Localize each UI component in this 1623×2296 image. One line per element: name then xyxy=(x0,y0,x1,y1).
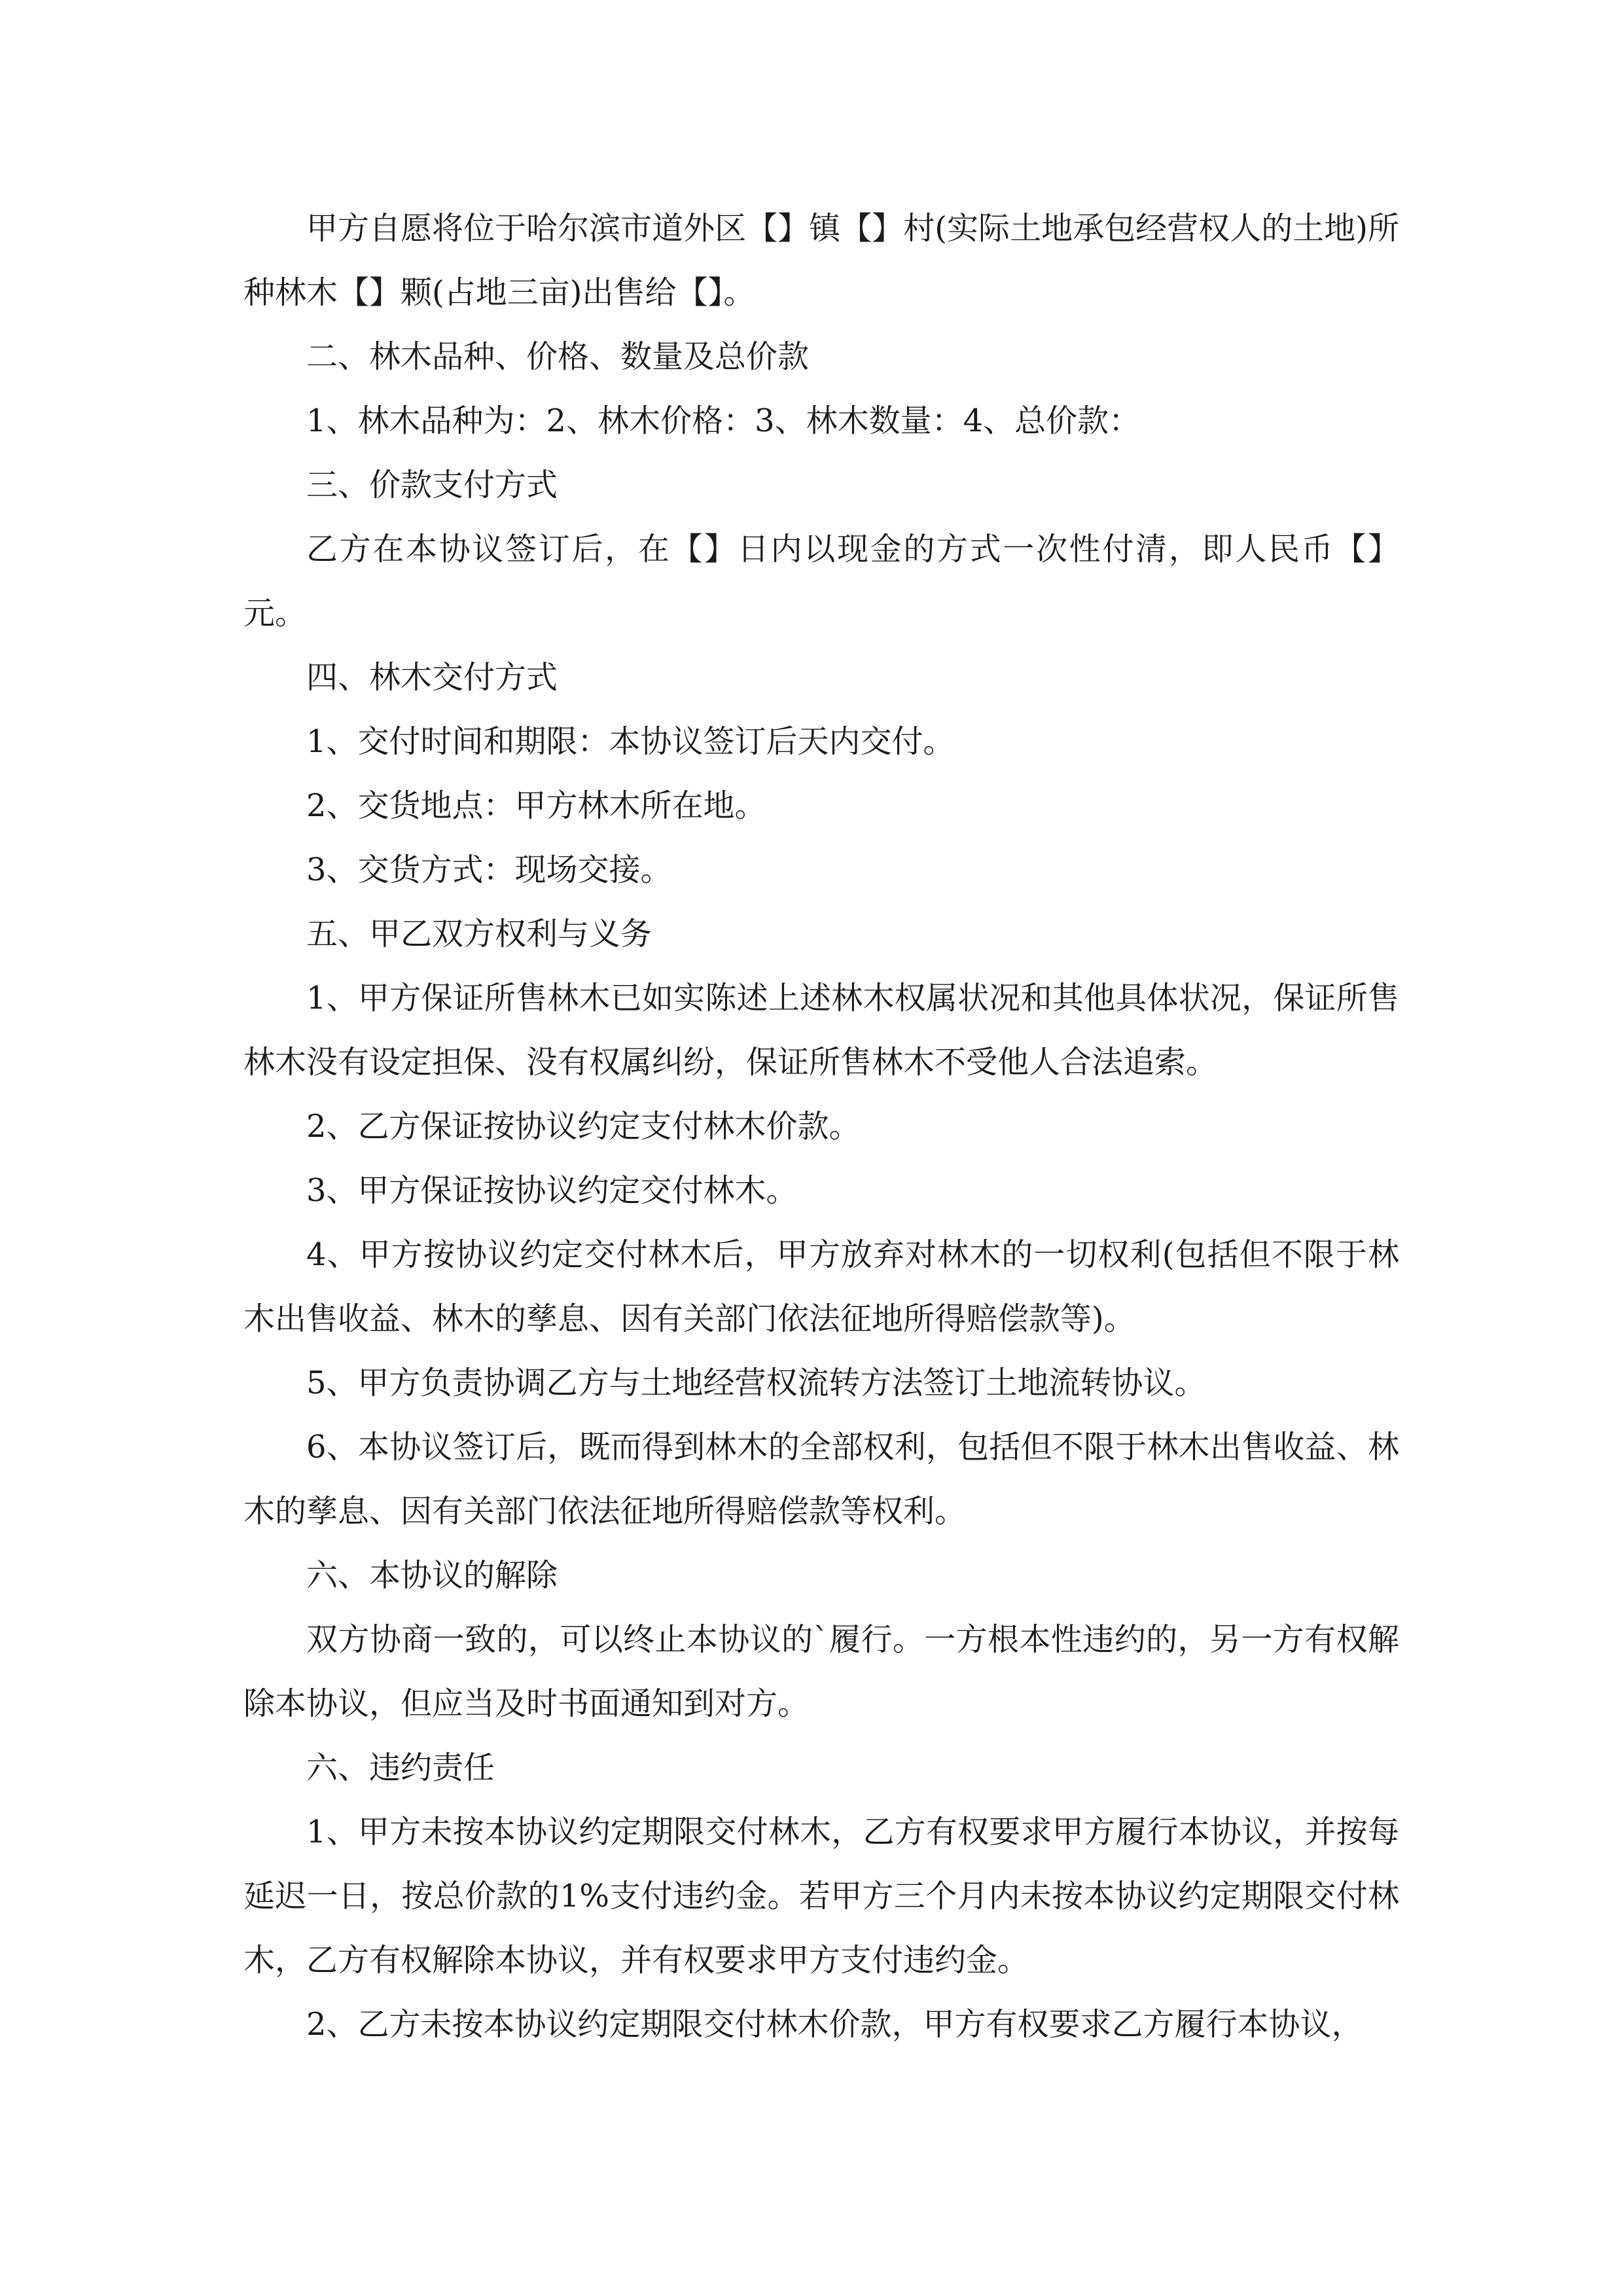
paragraph-item: 6、本协议签订后，既而得到林木的全部权利，包括但不限于林木出售收益、林木的孳息、因有关部门依法征地所得赔偿款等权利。 xyxy=(243,1429,1399,1530)
paragraph-intro: 甲方自愿将位于哈尔滨市道外区【】镇【】村(实际土地承包经营权人的土地)所种林木【】颗(占地三亩)出售给【】。 xyxy=(243,210,1399,311)
section-heading-3: 三、价款支付方式 xyxy=(306,467,558,503)
paragraph-item: 1、林木品种为：2、林木价格：3、林木数量：4、总价款： xyxy=(306,403,1141,439)
paragraph-item: 2、乙方未按本协议约定期限交付林木价款，甲方有权要求乙方履行本协议， xyxy=(306,2006,1363,2043)
document-body xyxy=(243,196,1399,2056)
paragraph-item: 1、交付时间和期限：本协议签订后天内交付。 xyxy=(306,723,955,760)
paragraph-item: 1、甲方未按本协议约定期限交付林木，乙方有权要求甲方履行本协议，并按每延迟一日，按总价款的1%支付违约金。若甲方三个月内未按本协议约定期限交付林木，乙方有权解除本协议，并有权要求甲方支付违约金。 xyxy=(243,1814,1399,1979)
section-heading-6b: 六、违约责任 xyxy=(306,1749,495,1786)
section-heading-6a: 六、本协议的解除 xyxy=(306,1557,558,1594)
paragraph-item: 4、甲方按协议约定交付林木后，甲方放弃对林木的一切权利(包括但不限于林木出售收益、林木的孳息、因有关部门依法征地所得赔偿款等)。 xyxy=(243,1236,1399,1337)
paragraph-item: 双方协商一致的，可以终止本协议的`履行。一方根本性违约的，另一方有权解除本协议，但应当及时书面通知到对方。 xyxy=(243,1621,1399,1722)
paragraph-item: 2、乙方保证按协议约定支付林木价款。 xyxy=(306,1108,861,1145)
paragraph-item: 3、交货方式：现场交接。 xyxy=(306,852,672,888)
section-heading-2: 二、林木品种、价格、数量及总价款 xyxy=(306,338,810,375)
section-heading-4: 四、林木交付方式 xyxy=(306,659,558,696)
paragraph-item: 2、交货地点：甲方林木所在地。 xyxy=(306,787,766,824)
paragraph-item: 1、甲方保证所售林木已如实陈述上述林木权属状况和其他具体状况，保证所售林木没有设定担保、没有权属纠纷，保证所售林木不受他人合法追索。 xyxy=(243,980,1399,1081)
paragraph-item: 3、甲方保证按协议约定交付林木。 xyxy=(306,1172,798,1209)
paragraph-item: 乙方在本协议签订后，在【】日内以现金的方式一次性付清，即人民币【】元。 xyxy=(243,531,1399,632)
paragraph-item: 5、甲方负责协调乙方与土地经营权流转方法签订土地流转协议。 xyxy=(306,1365,1206,1401)
section-heading-5: 五、甲乙双方权利与义务 xyxy=(306,916,652,952)
